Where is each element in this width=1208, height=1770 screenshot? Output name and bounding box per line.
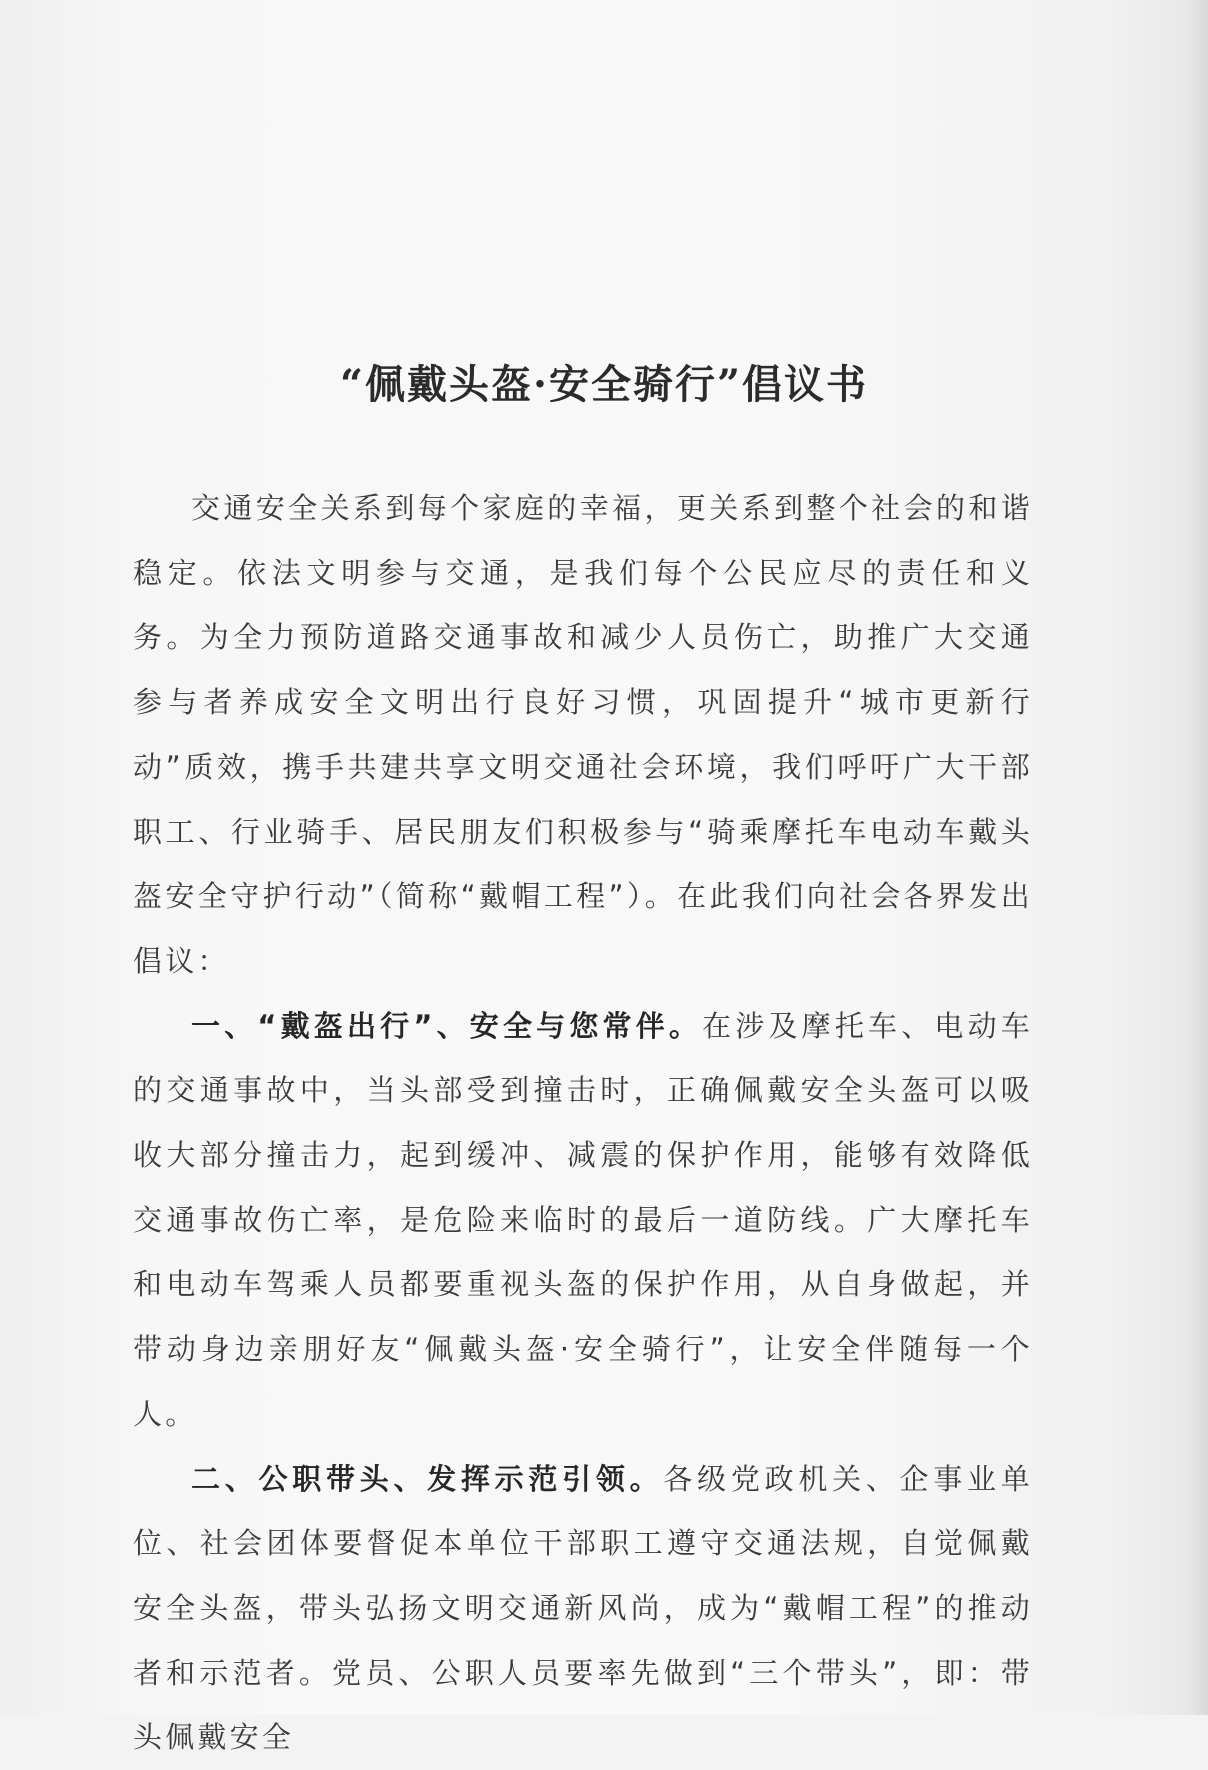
paragraph-text: 各级党政机关、企事业单位、社会团体要督促本单位干部职工遵守交通法规，自觉佩戴安全头盔，带头弘扬文明交通新风尚，成为“戴帽工程”的推动者和示范者。党员、公职人员要率先做到“三个带头”，即：带头佩戴安全 [133,1461,1033,1755]
document-title: “佩戴头盔·安全骑行”倡议书 [340,361,868,408]
paragraph-lead: 二、公职带头、发挥示范引领。 [191,1461,664,1496]
paragraph-lead: 一、“戴盔出行”、安全与您常伴。 [191,1008,703,1043]
paragraph-text: 交通安全关系到每个家庭的幸福，更关系到整个社会的和谐稳定。依法文明参与交通，是我们每个公民应尽的责任和义务。为全力预防道路交通事故和减少人员伤亡，助推广大交通参与者养成安全文明出行良好习惯，巩固提升“城市更新行动”质效，携手共建共享文明交通社会环境，我们呼吁广大干部职工、行业骑手、居民朋友们积极参与“骑乘摩托车电动车戴头盔安全守护行动”（简称“戴帽工程”）。在此我们向社会各界发出倡议： [133,491,1033,978]
paragraph-text: 在涉及摩托车、电动车的交通事故中，当头部受到撞击时，正确佩戴安全头盔可以吸收大部分撞击力，起到缓冲、减震的保护作用，能够有效降低交通事故伤亡率，是危险来临时的最后一道防线。广大摩托车和电动车驾乘人员都要重视头盔的保护作用，从自身做起，并带动身边亲朋好友“佩戴头盔·安全骑行”，让安全伴随每一个人。 [133,1008,1033,1431]
paragraph-point-1 [133,994,1033,1447]
paragraph-intro [133,476,1033,994]
paragraph-point-2 [133,1447,1033,1770]
document-body [133,476,1033,1770]
page-edge-shadow [1186,0,1208,1715]
